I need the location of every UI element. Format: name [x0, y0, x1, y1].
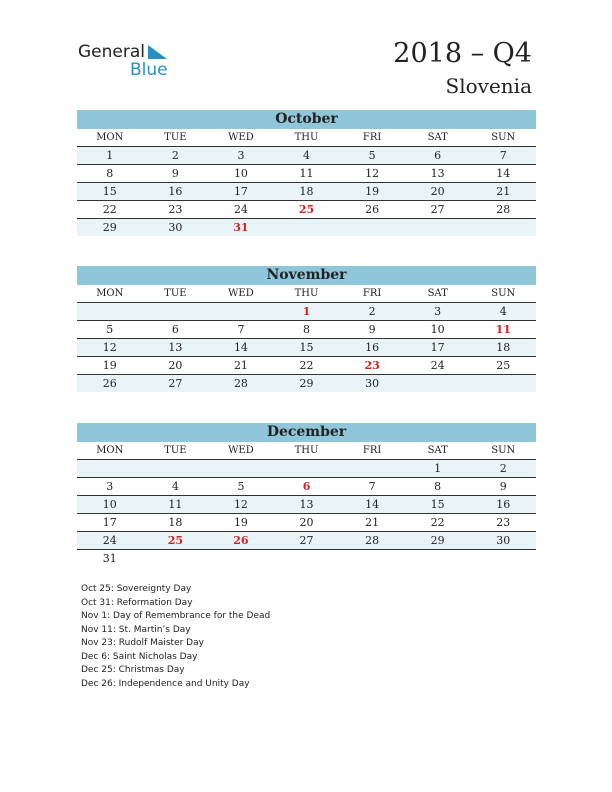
weekday-label: MON [96, 132, 124, 143]
day-cell: 22 [102, 203, 117, 216]
day-cell: 2 [368, 305, 376, 318]
empty-day-cell [274, 550, 340, 567]
week-row [77, 375, 536, 392]
holiday-note: Oct 25: Sovereignty Day [81, 584, 192, 594]
month-calendar-december [77, 423, 536, 567]
empty-day-cell [339, 550, 405, 567]
weekday-label: SUN [491, 288, 516, 299]
weekday-label: SAT [427, 132, 448, 143]
week-row [77, 532, 536, 550]
day-cell: 27 [430, 203, 445, 216]
empty-day-cell [470, 550, 536, 567]
day-cell: 26 [233, 534, 249, 547]
day-cell: 2 [499, 462, 507, 475]
day-cell: 11 [168, 498, 183, 511]
day-cell: 20 [299, 516, 314, 529]
day-cell: 5 [368, 149, 376, 162]
day-cell: 30 [168, 221, 183, 234]
week-row [77, 460, 536, 478]
logo-text-general: General [78, 42, 145, 62]
day-cell: 5 [237, 480, 245, 493]
day-cell: 7 [368, 480, 376, 493]
day-cell: 24 [102, 534, 117, 547]
day-cell: 16 [496, 498, 511, 511]
weekday-label: FRI [362, 132, 382, 143]
day-cell: 31 [102, 552, 117, 565]
day-cell: 3 [106, 480, 114, 493]
day-cell: 23 [168, 203, 183, 216]
week-row [77, 357, 536, 375]
month-title: December [77, 423, 536, 442]
day-cell: 31 [233, 221, 249, 234]
week-row [77, 165, 536, 183]
day-cell: 29 [299, 377, 314, 390]
weekday-label: FRI [362, 288, 382, 299]
day-cell: 17 [233, 185, 248, 198]
holiday-note: Oct 31: Reformation Day [81, 597, 193, 608]
day-cell: 8 [303, 323, 311, 336]
weekday-label: TUE [164, 132, 187, 143]
day-cell: 29 [102, 221, 117, 234]
week-row [77, 201, 536, 219]
day-cell: 23 [496, 516, 511, 529]
day-cell: 26 [102, 377, 117, 390]
weekday-label: WED [228, 445, 254, 456]
weekday-label: SAT [427, 288, 448, 299]
day-cell: 5 [106, 323, 114, 336]
day-cell: 1 [302, 305, 311, 318]
day-cell: 21 [233, 359, 248, 372]
day-cell: 9 [499, 480, 507, 493]
day-cell: 9 [368, 323, 376, 336]
week-row [77, 303, 536, 321]
day-cell: 6 [171, 323, 179, 336]
week-row [77, 321, 536, 339]
weekday-label: THU [294, 445, 319, 456]
day-cell: 19 [102, 359, 117, 372]
day-cell: 7 [237, 323, 245, 336]
day-cell: 3 [434, 305, 442, 318]
empty-day-cell [470, 219, 536, 236]
day-cell: 12 [102, 341, 117, 354]
empty-day-cell [470, 375, 536, 392]
week-row [77, 339, 536, 357]
day-cell: 17 [102, 516, 117, 529]
week-row [77, 147, 536, 165]
weekday-header-row [77, 285, 536, 303]
day-cell: 15 [299, 341, 314, 354]
day-cell: 24 [430, 359, 445, 372]
day-cell: 4 [499, 305, 507, 318]
day-cell: 4 [303, 149, 311, 162]
day-cell: 26 [365, 203, 380, 216]
empty-day-cell [339, 219, 405, 236]
empty-day-cell [77, 460, 143, 477]
day-cell: 22 [430, 516, 445, 529]
month-title: October [77, 110, 536, 129]
day-cell: 15 [430, 498, 445, 511]
day-cell: 28 [365, 534, 380, 547]
day-cell: 24 [233, 203, 248, 216]
weekday-label: WED [228, 132, 254, 143]
day-cell: 18 [168, 516, 183, 529]
week-row [77, 550, 536, 567]
day-cell: 13 [168, 341, 183, 354]
day-cell: 7 [499, 149, 507, 162]
empty-day-cell [405, 550, 471, 567]
weekday-label: SUN [491, 132, 516, 143]
empty-day-cell [77, 303, 143, 320]
week-row [77, 496, 536, 514]
day-cell: 29 [430, 534, 445, 547]
empty-day-cell [274, 219, 340, 236]
day-cell: 6 [434, 149, 442, 162]
empty-day-cell [208, 303, 274, 320]
day-cell: 10 [102, 498, 117, 511]
day-cell: 1 [106, 149, 114, 162]
day-cell: 28 [496, 203, 511, 216]
empty-day-cell [143, 303, 209, 320]
weekday-label: SUN [491, 445, 516, 456]
holiday-note: Dec 26: Independence and Unity Day [81, 678, 250, 689]
day-cell: 18 [299, 185, 314, 198]
holiday-list [81, 583, 270, 691]
weekday-label: THU [294, 288, 319, 299]
empty-day-cell [405, 219, 471, 236]
weekday-label: MON [96, 288, 124, 299]
day-cell: 20 [430, 185, 445, 198]
day-cell: 30 [365, 377, 380, 390]
day-cell: 16 [365, 341, 380, 354]
country-name: Slovenia [445, 74, 532, 98]
empty-day-cell [274, 460, 340, 477]
day-cell: 28 [233, 377, 248, 390]
day-cell: 1 [434, 462, 442, 475]
weekday-label: TUE [164, 445, 187, 456]
empty-day-cell [208, 460, 274, 477]
holiday-note: Nov 11: St. Martin’s Day [81, 624, 191, 635]
day-cell: 27 [299, 534, 314, 547]
weekday-label: SAT [427, 445, 448, 456]
month-calendar-october [77, 110, 536, 236]
day-cell: 21 [365, 516, 380, 529]
day-cell: 3 [237, 149, 245, 162]
holiday-note: Dec 6: Saint Nicholas Day [81, 651, 198, 662]
day-cell: 25 [496, 359, 511, 372]
logo-triangle-icon [146, 44, 168, 60]
weekday-label: MON [96, 445, 124, 456]
empty-day-cell [143, 460, 209, 477]
day-cell: 15 [102, 185, 117, 198]
day-cell: 13 [299, 498, 314, 511]
week-row [77, 478, 536, 496]
weekday-label: THU [294, 132, 319, 143]
empty-day-cell [208, 550, 274, 567]
day-cell: 12 [233, 498, 248, 511]
day-cell: 30 [496, 534, 511, 547]
day-cell: 25 [167, 534, 184, 547]
week-row [77, 219, 536, 236]
week-row [77, 183, 536, 201]
day-cell: 11 [299, 167, 314, 180]
weekday-label: TUE [164, 288, 187, 299]
day-cell: 16 [168, 185, 183, 198]
day-cell: 19 [233, 516, 248, 529]
weekday-header-row [77, 442, 536, 460]
holiday-note: Nov 1: Day of Remembrance for the Dead [81, 611, 271, 621]
day-cell: 22 [299, 359, 314, 372]
day-cell: 14 [233, 341, 248, 354]
empty-day-cell [339, 460, 405, 477]
day-cell: 20 [168, 359, 183, 372]
day-cell: 18 [496, 341, 511, 354]
day-cell: 12 [365, 167, 380, 180]
weekday-header-row [77, 129, 536, 147]
holiday-note: Dec 25: Christmas Day [81, 665, 185, 675]
logo-text-blue: Blue [130, 60, 168, 80]
weekday-label: WED [228, 288, 254, 299]
day-cell: 14 [365, 498, 380, 511]
weekday-label: FRI [362, 445, 382, 456]
empty-day-cell [405, 375, 471, 392]
day-cell: 6 [302, 480, 311, 493]
day-cell: 8 [434, 480, 442, 493]
day-cell: 21 [496, 185, 511, 198]
day-cell: 27 [168, 377, 183, 390]
day-cell: 2 [171, 149, 179, 162]
page-title: 2018 – Q4 [393, 38, 532, 69]
day-cell: 19 [365, 185, 380, 198]
day-cell: 14 [496, 167, 511, 180]
week-row [77, 514, 536, 532]
day-cell: 8 [106, 167, 114, 180]
day-cell: 25 [298, 203, 315, 216]
empty-day-cell [143, 550, 209, 567]
day-cell: 17 [430, 341, 445, 354]
day-cell: 9 [171, 167, 179, 180]
day-cell: 11 [495, 323, 511, 336]
day-cell: 13 [430, 167, 445, 180]
day-cell: 4 [171, 480, 179, 493]
month-calendar-november [77, 266, 536, 392]
month-title: November [77, 266, 536, 285]
day-cell: 10 [430, 323, 445, 336]
day-cell: 23 [364, 359, 380, 372]
day-cell: 10 [233, 167, 248, 180]
holiday-note: Nov 23: Rudolf Maister Day [81, 638, 204, 648]
